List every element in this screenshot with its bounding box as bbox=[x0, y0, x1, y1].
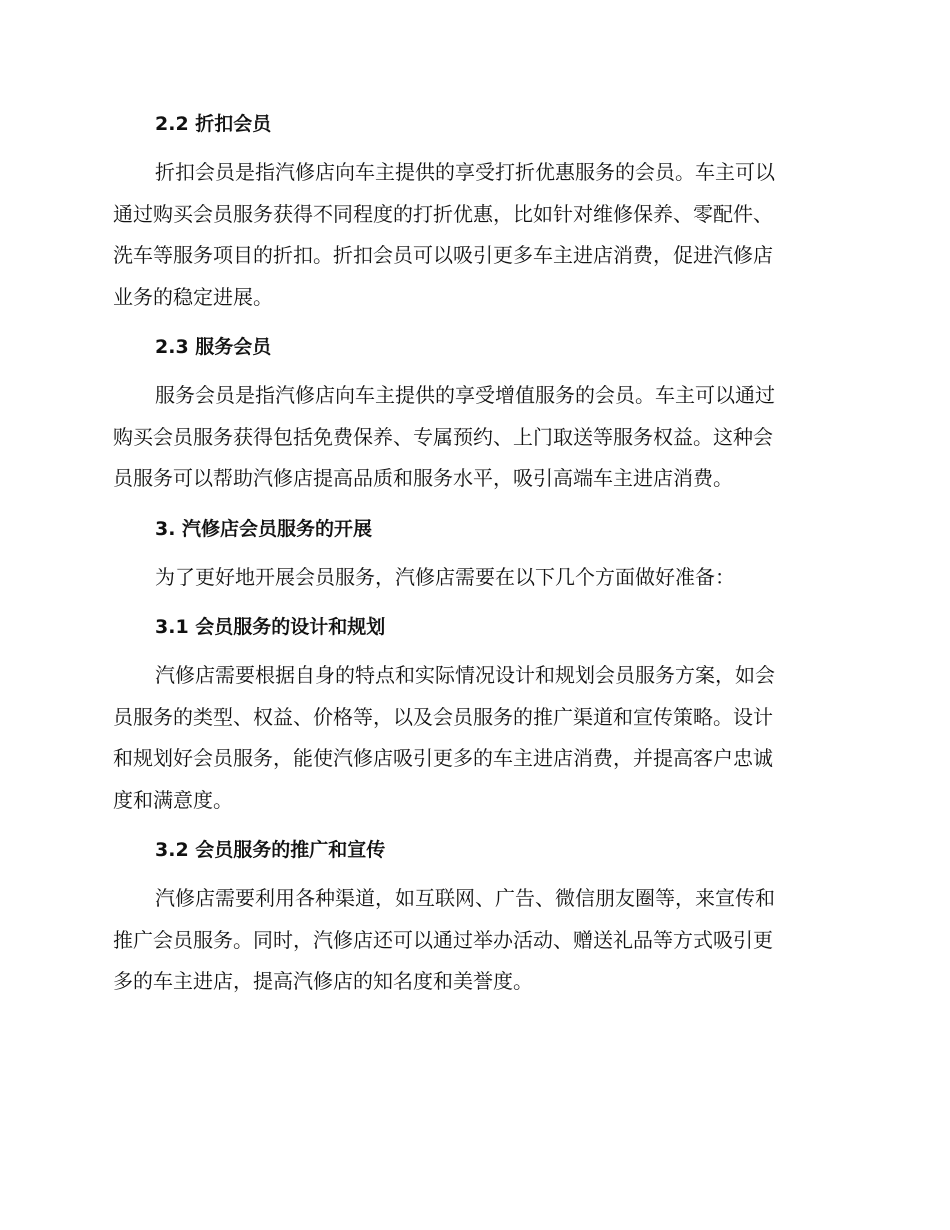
paragraph-promotion bbox=[113, 878, 833, 1003]
text-line: 通过购买会员服务获得不同程度的打折优惠，比如针对维修保养、零配件、 bbox=[113, 201, 773, 226]
section-heading-3: 3. 汽修店会员服务的开展 bbox=[155, 517, 373, 540]
text-line: 折扣会员是指汽修店向车主提供的享受打折优惠服务的会员。车主可以 bbox=[155, 160, 775, 184]
paragraph-discount-member bbox=[113, 152, 833, 318]
text-line: 多的车主进店，提高汽修店的知名度和美誉度。 bbox=[113, 969, 533, 993]
text-line: 度和满意度。 bbox=[113, 787, 233, 812]
text-line: 汽修店需要利用各种渠道，如互联网、广告、微信朋友圈等，来宣传和 bbox=[155, 886, 775, 910]
text-line: 服务会员是指汽修店向车主提供的享受增值服务的会员。车主可以通过 bbox=[155, 383, 775, 407]
section-heading-2-3: 2.3 服务会员 bbox=[155, 336, 272, 358]
paragraph-service-member bbox=[113, 375, 833, 500]
text-line: 推广会员服务。同时，汽修店还可以通过举办活动、赠送礼品等方式吸引更 bbox=[113, 927, 773, 952]
paragraph-design-planning bbox=[113, 655, 833, 821]
section-heading-2-2: 2.2 折扣会员 bbox=[155, 113, 272, 135]
section-heading-3-2: 3.2 会员服务的推广和宣传 bbox=[155, 839, 386, 861]
text-line: 购买会员服务获得包括免费保养、专属预约、上门取送等服务权益。这种会 bbox=[113, 424, 773, 449]
text-line: 洗车等服务项目的折扣。折扣会员可以吸引更多车主进店消费，促进汽修店 bbox=[113, 243, 773, 267]
text-line: 员服务可以帮助汽修店提高品质和服务水平，吸引高端车主进店消费。 bbox=[113, 466, 733, 490]
section-heading-3-1: 3.1 会员服务的设计和规划 bbox=[155, 616, 386, 638]
text-line: 员服务的类型、权益、价格等，以及会员服务的推广渠道和宣传策略。设计 bbox=[113, 704, 773, 729]
paragraph-preparation bbox=[113, 557, 833, 599]
text-line: 汽修店需要根据自身的特点和实际情况设计和规划会员服务方案，如会 bbox=[155, 663, 775, 687]
text-line: 业务的稳定进展。 bbox=[113, 284, 273, 309]
document-page bbox=[113, 108, 833, 1016]
text-line: 和规划好会员服务，能使汽修店吸引更多的车主进店消费，并提高客户忠诚 bbox=[113, 746, 773, 770]
text-line: 为了更好地开展会员服务，汽修店需要在以下几个方面做好准备： bbox=[155, 564, 735, 589]
